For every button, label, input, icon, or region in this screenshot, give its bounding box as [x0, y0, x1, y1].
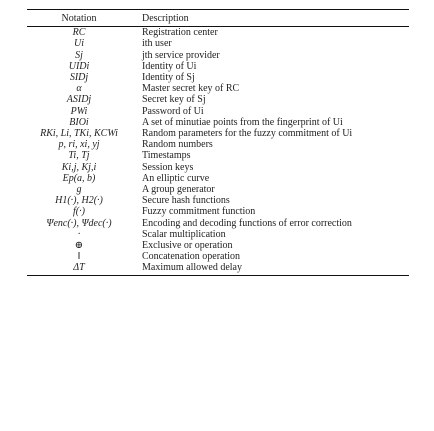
notation-cell: ⊕: [74, 240, 84, 252]
notation-cell: α: [76, 83, 82, 95]
notation-cell: ASIDj: [66, 94, 92, 106]
notation-cell: H1(·), H2(·): [55, 195, 103, 207]
notation-cell: Ep(a, b): [62, 172, 96, 184]
table-row: [27, 262, 409, 275]
description-cell: Encoding and decoding functions of error correction: [142, 217, 352, 229]
description-cell: Fuzzy commitment function: [142, 206, 256, 218]
notation-cell: ΔT: [27, 262, 131, 275]
table-row: [27, 251, 409, 262]
notation-cell: RC: [72, 27, 86, 39]
description-cell: Scalar multiplication: [142, 228, 226, 240]
notation-cell: Sj: [75, 49, 83, 61]
table-row: [27, 38, 409, 49]
description-cell: Identity of Ui: [142, 60, 197, 72]
table-row: [27, 173, 409, 184]
notation-cell: BIOi: [69, 116, 89, 128]
table-row: [27, 61, 409, 72]
notation-cell: g: [76, 184, 82, 196]
table-row: [27, 139, 409, 150]
header-description: Description: [131, 10, 409, 27]
table-row: [27, 206, 409, 217]
description-cell: Exclusive or operation: [142, 240, 233, 252]
notation-cell: RKi, Li, TKi, KCWi: [40, 128, 118, 140]
description-cell: Timestamps: [142, 150, 191, 162]
description-cell: Random parameters for the fuzzy commitment of Ui: [142, 128, 353, 140]
notation-cell: ‖: [77, 251, 81, 263]
notation-cell: p, ri, xi, yj: [58, 139, 100, 151]
description-cell: Registration center: [142, 27, 218, 39]
table-row: [27, 117, 409, 128]
table-row: [27, 218, 409, 229]
table-row: [27, 106, 409, 117]
notation-cell: Ψenc(·), Ψdec(·): [46, 217, 112, 229]
description-cell: Secret key of Sj: [142, 94, 206, 106]
description-cell: jth service provider: [142, 49, 220, 61]
description-cell: Identity of Sj: [142, 72, 195, 84]
table-row: [27, 94, 409, 105]
description-cell: Secure hash functions: [142, 195, 230, 207]
description-cell: A group generator: [142, 184, 215, 196]
notation-table: [27, 9, 409, 276]
table-header-row: [27, 10, 409, 27]
table-row: [27, 83, 409, 94]
notation-cell: SIDj: [69, 72, 89, 84]
notation-cell: Ui: [74, 38, 84, 50]
description-cell: Master secret key of RC: [142, 83, 240, 95]
notation-cell: Ki,j, Kj,i: [61, 161, 97, 173]
notation-cell: f(·): [73, 206, 85, 218]
description-cell: Maximum allowed delay: [131, 262, 409, 275]
notation-cell: ·: [77, 228, 81, 240]
table-row: [27, 162, 409, 173]
header-notation: Notation: [27, 10, 131, 27]
table-row: [27, 195, 409, 206]
table-row: [27, 128, 409, 139]
notation-cell: UIDi: [68, 60, 90, 72]
table-row: [27, 50, 409, 61]
table-row: [27, 72, 409, 83]
table-row: [27, 150, 409, 161]
description-cell: A set of minutiae points from the fingerprint of Ui: [142, 116, 343, 128]
notation-cell: PWi: [70, 105, 88, 117]
table-row: [27, 27, 409, 39]
description-cell: Concatenation operation: [142, 251, 241, 263]
table-row: [27, 229, 409, 240]
table-row: [27, 240, 409, 251]
description-cell: Random numbers: [142, 139, 213, 151]
table-row: [27, 184, 409, 195]
description-cell: Session keys: [142, 161, 194, 173]
description-cell: An elliptic curve: [142, 172, 210, 184]
description-cell: Password of Ui: [142, 105, 204, 117]
description-cell: ith user: [142, 38, 172, 50]
notation-cell: Ti, Tj: [68, 150, 90, 162]
